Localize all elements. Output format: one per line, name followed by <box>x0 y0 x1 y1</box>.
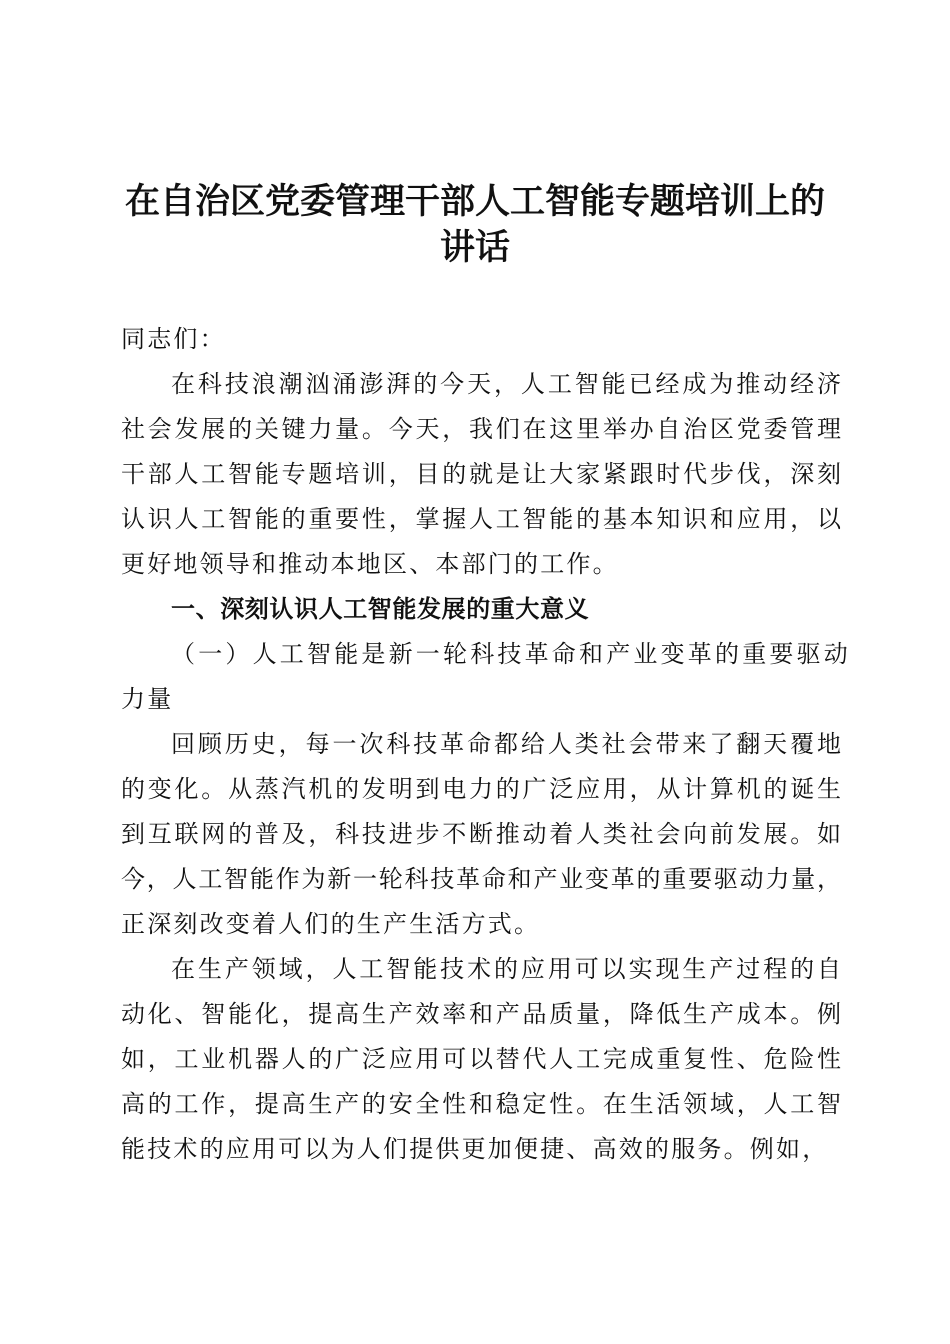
document-title-line-1: 在自治区党委管理干部人工智能专题培训上的 <box>124 181 825 222</box>
paragraph-line: 到互联网的普及，科技进步不断推动着人类社会向前发展。如 <box>121 820 841 848</box>
intro-line: 在科技浪潮汹涌澎湃的今天，人工智能已经成为推动经济 <box>171 370 841 398</box>
paragraph-line: 如，工业机器人的广泛应用可以替代人工完成重复性、危险性 <box>121 1045 841 1073</box>
paragraph-line: 能技术的应用可以为人们提供更加便捷、高效的服务。例如， <box>121 1135 829 1163</box>
intro-line: 更好地领导和推动本地区、本部门的工作。 <box>121 550 619 578</box>
subsection-heading-line: （一）人工智能是新一轮科技革命和产业变革的重要驱动 <box>171 640 851 668</box>
paragraph-line: 的变化。从蒸汽机的发明到电力的广泛应用，从计算机的诞生 <box>121 775 841 803</box>
paragraph-line: 高的工作，提高生产的安全性和稳定性。在生活领域，人工智 <box>121 1090 841 1118</box>
intro-line: 干部人工智能专题培训，目的就是让大家紧跟时代步伐，深刻 <box>121 460 841 488</box>
intro-line: 社会发展的关键力量。今天，我们在这里举办自治区党委管理 <box>121 415 841 443</box>
paragraph-line: 回顾历史，每一次科技革命都给人类社会带来了翻天覆地 <box>171 730 841 758</box>
subsection-heading-line: 力量 <box>121 685 174 713</box>
paragraph-line: 动化、智能化，提高生产效率和产品质量，降低生产成本。例 <box>121 1000 841 1028</box>
paragraph-line: 今，人工智能作为新一轮科技革命和产业变革的重要驱动力量， <box>121 865 841 893</box>
document-title-line-2: 讲话 <box>439 227 510 268</box>
intro-line: 认识人工智能的重要性，掌握人工智能的基本知识和应用，以 <box>121 505 841 533</box>
section-heading-1: 一、深刻认识人工智能发展的重大意义 <box>171 595 590 623</box>
paragraph-line: 正深刻改变着人们的生产生活方式。 <box>121 910 541 938</box>
salutation: 同志们： <box>121 325 226 353</box>
paragraph-line: 在生产领域，人工智能技术的应用可以实现生产过程的自 <box>171 955 841 983</box>
